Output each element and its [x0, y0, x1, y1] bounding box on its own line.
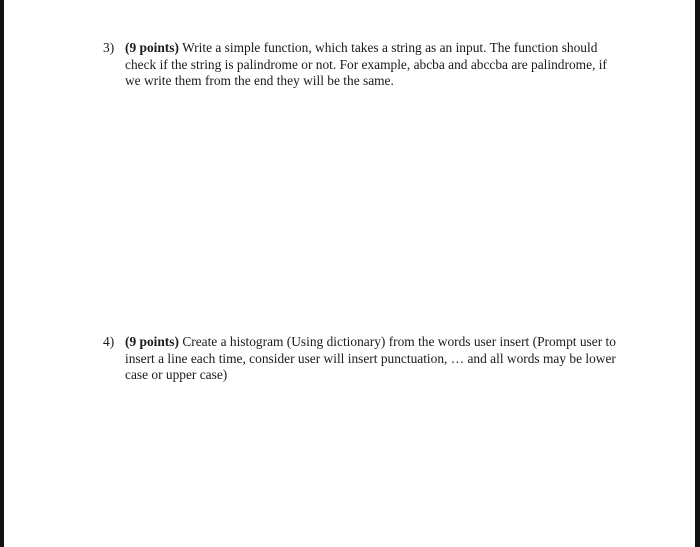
question-text: Write a simple function, which takes a string as an input. The function should check if the string is palindrome or not. For example, abcba and abccba are palindrome, if we write them from the end they will be the same. — [125, 40, 607, 88]
right-border — [695, 0, 700, 547]
question-number: 3) — [103, 40, 115, 55]
question-body — [125, 40, 623, 90]
question-number: 4) — [103, 334, 115, 349]
question-points: (9 points) — [125, 334, 179, 349]
left-border — [0, 0, 4, 547]
question-4 — [103, 334, 623, 384]
question-3 — [103, 40, 623, 90]
question-text: Create a histogram (Using dictionary) from the words user insert (Prompt user to insert a line each time, consider user will insert punctuation, … and all words may be lower case or upper case) — [125, 334, 616, 382]
question-body — [125, 334, 623, 384]
question-points: (9 points) — [125, 40, 179, 55]
